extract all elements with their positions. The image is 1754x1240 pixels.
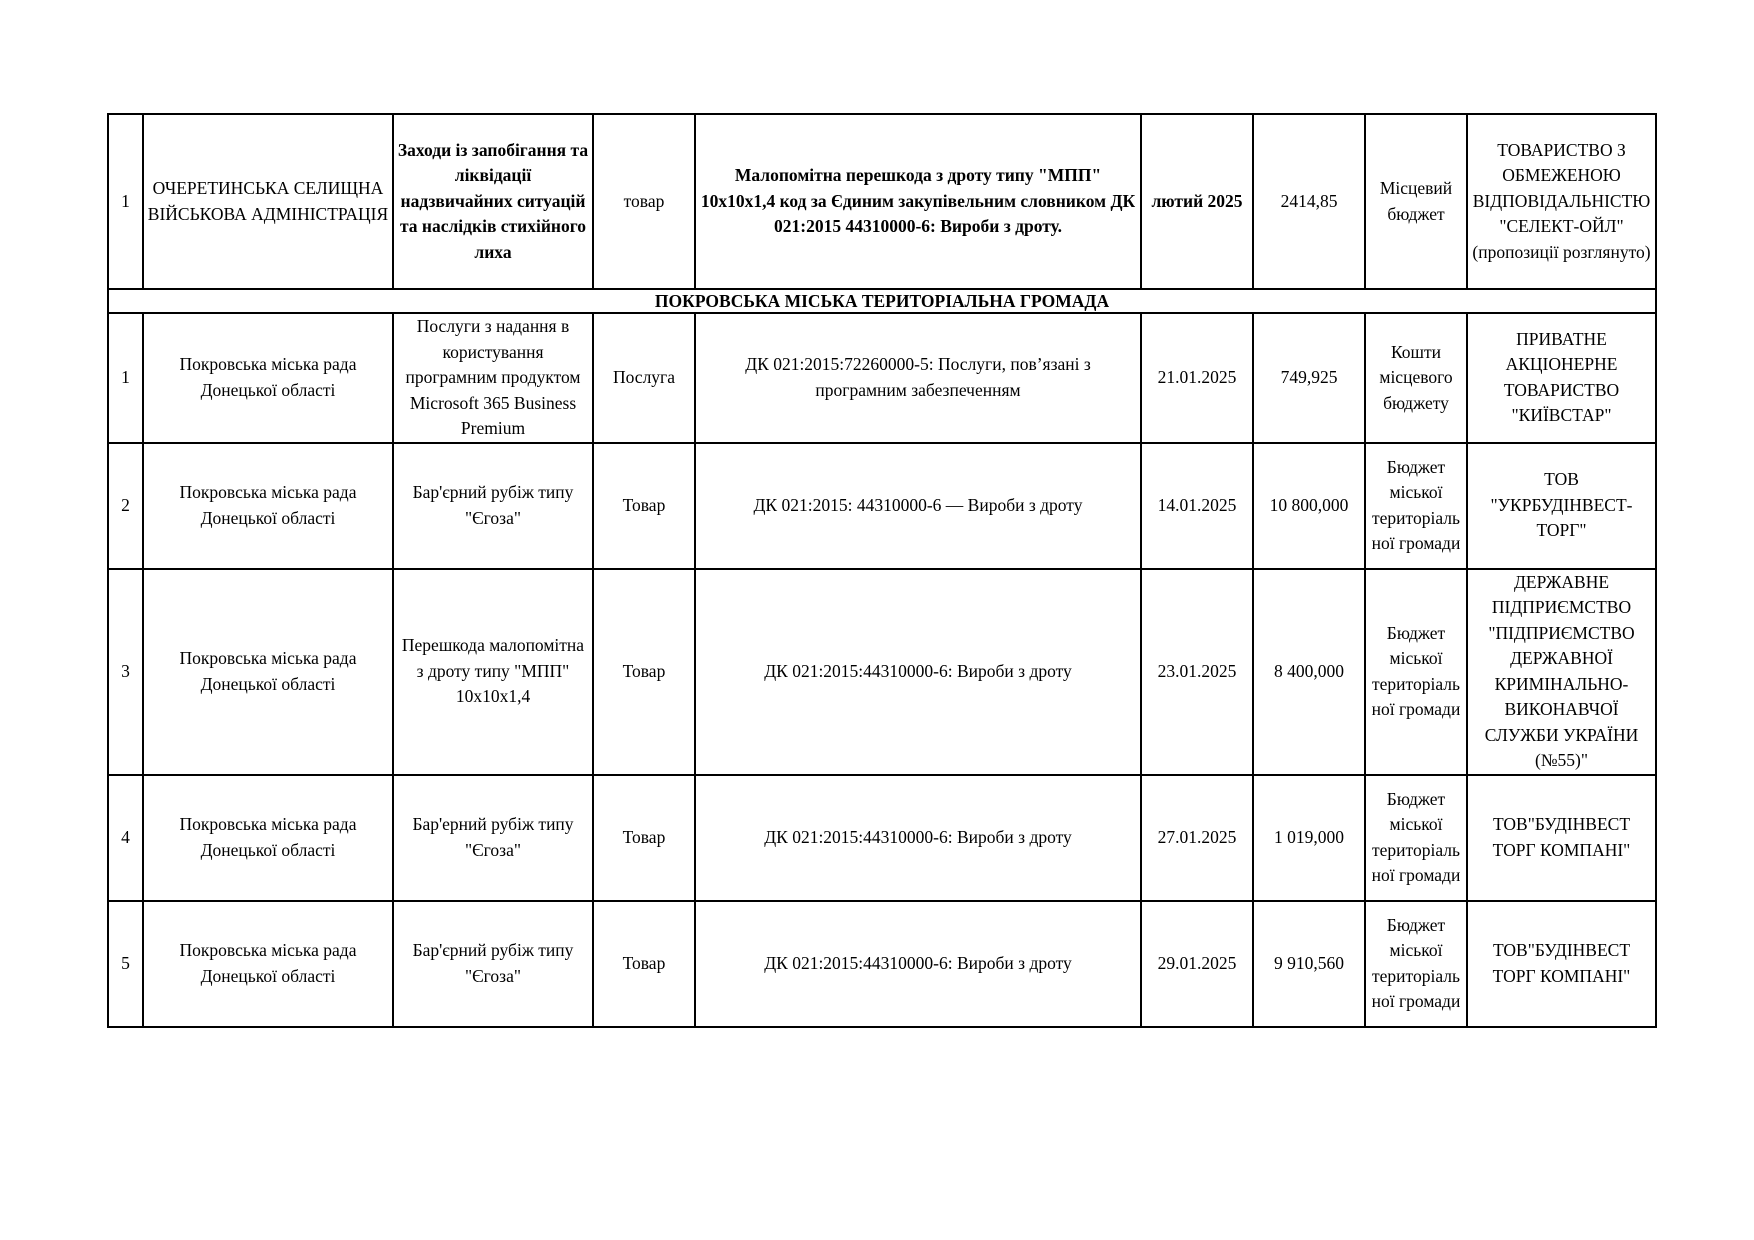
table-row (108, 901, 1656, 1027)
amount-cell: 10 800,000 (1253, 443, 1365, 569)
row-number: 2 (108, 443, 143, 569)
table-row (108, 569, 1656, 775)
item-cell: ДК 021:2015:44310000-6: Вироби з дроту (695, 901, 1141, 1027)
item-cell: Малопомітна перешкода з дроту типу "МПП" 10х10х1,4 код за Єдиним закупівельним словником ДК 021:2015 44310000-6: Вироби з дроту. (695, 114, 1141, 289)
type-cell: Товар (593, 775, 695, 901)
funding-source-cell: Кошти місцевого бюджету (1365, 313, 1467, 443)
amount-cell: 2414,85 (1253, 114, 1365, 289)
purpose-cell: Перешкода малопомітна з дроту типу "МПП" 10х10х1,4 (393, 569, 593, 775)
supplier-cell: ТОВ"БУДІНВЕСТ ТОРГ КОМПАНІ" (1467, 775, 1656, 901)
row-number: 3 (108, 569, 143, 775)
date-cell: 23.01.2025 (1141, 569, 1253, 775)
item-cell: ДК 021:2015:44310000-6: Вироби з дроту (695, 569, 1141, 775)
row-number: 4 (108, 775, 143, 901)
purpose-cell: Бар'єрний рубіж типу "Єгоза" (393, 443, 593, 569)
organizer-cell: ОЧЕРЕТИНСЬКА СЕЛИЩНА ВІЙСЬКОВА АДМІНІСТРАЦІЯ (143, 114, 393, 289)
organizer-cell: Покровська міська рада Донецької області (143, 569, 393, 775)
table-row (108, 313, 1656, 443)
date-cell: 27.01.2025 (1141, 775, 1253, 901)
funding-source-cell: Бюджет міської територіальної громади (1365, 775, 1467, 901)
amount-cell: 749,925 (1253, 313, 1365, 443)
row-number: 5 (108, 901, 143, 1027)
organizer-cell: Покровська міська рада Донецької області (143, 313, 393, 443)
type-cell: товар (593, 114, 695, 289)
funding-source-cell: Бюджет міської територіальної громади (1365, 901, 1467, 1027)
item-cell: ДК 021:2015:72260000-5: Послуги, пов’язані з програмним забезпеченням (695, 313, 1141, 443)
date-cell: лютий 2025 (1141, 114, 1253, 289)
funding-source-cell: Бюджет міської територіальної громади (1365, 569, 1467, 775)
supplier-cell: ПРИВАТНЕ АКЦІОНЕРНЕ ТОВАРИСТВО "КИЇВСТАР" (1467, 313, 1656, 443)
table-row (108, 443, 1656, 569)
date-cell: 14.01.2025 (1141, 443, 1253, 569)
item-cell: ДК 021:2015:44310000-6: Вироби з дроту (695, 775, 1141, 901)
organizer-cell: Покровська міська рада Донецької області (143, 901, 393, 1027)
supplier-cell: ТОВ"БУДІНВЕСТ ТОРГ КОМПАНІ" (1467, 901, 1656, 1027)
amount-cell: 8 400,000 (1253, 569, 1365, 775)
type-cell: Послуга (593, 313, 695, 443)
section-title: ПОКРОВСЬКА МІСЬКА ТЕРИТОРІАЛЬНА ГРОМАДА (108, 289, 1656, 313)
purpose-cell: Бар'ерний рубіж типу "Єгоза" (393, 775, 593, 901)
organizer-cell: Покровська міська рада Донецької області (143, 443, 393, 569)
item-cell: ДК 021:2015: 44310000-6 — Вироби з дроту (695, 443, 1141, 569)
funding-source-cell: Бюджет міської територіальної громади (1365, 443, 1467, 569)
type-cell: Товар (593, 901, 695, 1027)
type-cell: Товар (593, 443, 695, 569)
amount-cell: 1 019,000 (1253, 775, 1365, 901)
procurement-table (107, 113, 1657, 1028)
row-number: 1 (108, 313, 143, 443)
table-row (108, 114, 1656, 289)
section-header-row (108, 289, 1656, 313)
supplier-cell: ДЕРЖАВНЕ ПІДПРИЄМСТВО "ПІДПРИЄМСТВО ДЕРЖАВНОЇ КРИМІНАЛЬНО-ВИКОНАВЧОЇ СЛУЖБИ УКРАЇНИ (№55)" (1467, 569, 1656, 775)
row-number: 1 (108, 114, 143, 289)
purpose-cell: Заходи із запобігання та ліквідації надзвичайних ситуацій та наслідків стихійного лиха (393, 114, 593, 289)
amount-cell: 9 910,560 (1253, 901, 1365, 1027)
type-cell: Товар (593, 569, 695, 775)
supplier-cell: ТОВ "УКРБУДІНВЕСТ-ТОРГ" (1467, 443, 1656, 569)
purpose-cell: Послуги з надання в користування програмним продуктом Microsoft 365 Business Premium (393, 313, 593, 443)
purpose-cell: Бар'єрний рубіж типу "Єгоза" (393, 901, 593, 1027)
date-cell: 21.01.2025 (1141, 313, 1253, 443)
table-row (108, 775, 1656, 901)
date-cell: 29.01.2025 (1141, 901, 1253, 1027)
supplier-cell: ТОВАРИСТВО З ОБМЕЖЕНОЮ ВІДПОВІДАЛЬНІСТЮ "СЕЛЕКТ-ОЙЛ" (пропозиції розглянуто) (1467, 114, 1656, 289)
funding-source-cell: Місцевий бюджет (1365, 114, 1467, 289)
organizer-cell: Покровська міська рада Донецької області (143, 775, 393, 901)
